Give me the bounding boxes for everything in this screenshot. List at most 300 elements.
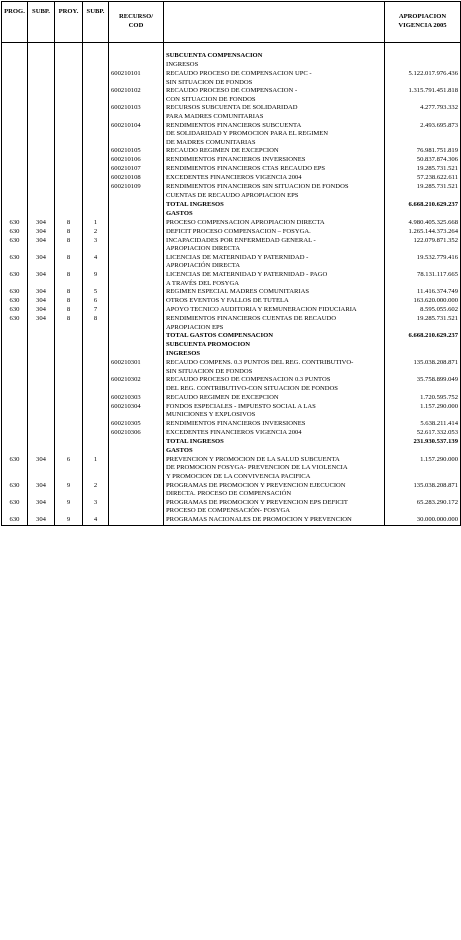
cell-prog	[2, 350, 28, 359]
cell-apropiacion-value: 6.668.210.629.237	[385, 332, 461, 341]
cell-subp-2	[83, 174, 109, 183]
description-line: PARA MADRES COMUNITARIAS	[166, 112, 264, 120]
cell-description	[164, 420, 385, 429]
cell-apropiacion-value: 163.620.000.000	[385, 297, 461, 306]
description-line: LICENCIAS DE MATERNIDAD Y PATERNIDAD -	[166, 253, 309, 261]
cell-subp-2: 4	[83, 254, 109, 271]
cell-recurso-cod: 600210109	[109, 183, 164, 200]
spacer-cell	[28, 43, 55, 53]
cell-proy	[55, 429, 83, 438]
cell-apropiacion-value: 52.617.332.053	[385, 429, 461, 438]
cell-apropiacion-value: 5.122.017.976.436	[385, 70, 461, 87]
table-row	[2, 376, 461, 393]
cell-recurso-cod	[109, 499, 164, 516]
table-row	[2, 61, 461, 70]
cell-prog	[2, 104, 28, 121]
cell-subp	[28, 376, 55, 393]
spacer-cell	[385, 43, 461, 53]
description-line: RECAUDO PROCESO DE COMPENSACION UPC -	[166, 70, 312, 77]
cell-subp: 304	[28, 482, 55, 499]
cell-subp-2	[83, 70, 109, 87]
description-line: Y PROMOCION DE LA CONVIVENCIA PACIFICA	[166, 473, 311, 481]
description-line: APROPIACION EPS	[166, 323, 224, 331]
cell-description	[164, 156, 385, 165]
cell-description	[164, 70, 385, 87]
cell-apropiacion-value: 30.000.000.000	[385, 516, 461, 526]
cell-apropiacion-value: 50.837.874.306	[385, 156, 461, 165]
cell-apropiacion-value: 78.131.117.665	[385, 271, 461, 288]
table-row	[2, 499, 461, 516]
cell-recurso-cod: 600210305	[109, 420, 164, 429]
cell-proy	[55, 201, 83, 210]
cell-subp	[28, 87, 55, 104]
description-line: RENDIMIENTOS FINANCIEROS INVERSIONES	[166, 156, 306, 164]
cell-apropiacion-value: 57.238.622.611	[385, 174, 461, 183]
cell-prog	[2, 376, 28, 393]
cell-recurso-cod	[109, 438, 164, 447]
cell-subp: 304	[28, 297, 55, 306]
cell-apropiacion-value: 2.493.695.873	[385, 122, 461, 148]
cell-prog	[2, 165, 28, 174]
cell-recurso-cod	[109, 61, 164, 70]
description-line: LICENCIAS DE MATERNIDAD Y PATERNIDAD - PAGO	[166, 270, 328, 278]
cell-description	[164, 297, 385, 306]
cell-recurso-cod	[109, 516, 164, 526]
cell-subp	[28, 429, 55, 438]
cell-subp: 304	[28, 271, 55, 288]
cell-subp: 304	[28, 315, 55, 332]
cell-subp-2	[83, 447, 109, 456]
cell-recurso-cod	[109, 52, 164, 61]
cell-subp	[28, 350, 55, 359]
cell-description	[164, 201, 385, 210]
cell-apropiacion-value: 65.283.290.172	[385, 499, 461, 516]
description-line: RECURSOS SUBCUENTA DE SOLIDARIDAD	[166, 104, 298, 112]
cell-description	[164, 237, 385, 254]
cell-subp	[28, 122, 55, 148]
cell-proy	[55, 341, 83, 350]
cell-apropiacion-value: 19.532.779.416	[385, 254, 461, 271]
cell-subp-2	[83, 420, 109, 429]
cell-description	[164, 219, 385, 228]
description-line: DE PROMOCION FOSYGA- PREVENCION DE LA VIOLENCIA	[166, 464, 348, 472]
description-line: APROPIACION DIRECTA	[166, 245, 241, 253]
description-line: INGRESOS	[166, 350, 201, 358]
cell-prog	[2, 394, 28, 403]
cell-proy	[55, 122, 83, 148]
cell-prog: 630	[2, 482, 28, 499]
cell-prog	[2, 174, 28, 183]
cell-description	[164, 210, 385, 219]
spacer-row	[2, 43, 461, 53]
table-row	[2, 447, 461, 456]
cell-proy: 9	[55, 482, 83, 499]
cell-subp-2	[83, 147, 109, 156]
cell-proy	[55, 376, 83, 393]
cell-apropiacion-value: 35.758.899.049	[385, 376, 461, 393]
cell-recurso-cod	[109, 350, 164, 359]
cell-description	[164, 271, 385, 288]
cell-apropiacion-value: 1.720.595.752	[385, 394, 461, 403]
header-apropiacion	[385, 2, 461, 43]
description-line: PROCESO DE COMPENSACIÓN- FOSYGA	[166, 507, 291, 515]
cell-subp: 304	[28, 306, 55, 315]
cell-subp-2: 9	[83, 271, 109, 288]
cell-proy: 8	[55, 228, 83, 237]
cell-subp-2: 2	[83, 482, 109, 499]
cell-prog	[2, 210, 28, 219]
header-subp-2: SUBP.	[83, 2, 109, 43]
cell-apropiacion-value	[385, 447, 461, 456]
cell-description	[164, 147, 385, 156]
cell-proy: 8	[55, 254, 83, 271]
description-line: RENDIMIENTOS FINANCIEROS SUBCUENTA	[166, 121, 302, 129]
cell-apropiacion-value: 1.157.290.000	[385, 456, 461, 482]
description-line: EXCEDENTES FINANCIEROS VIGENCIA 2004	[166, 428, 302, 436]
cell-recurso-cod: 600210105	[109, 147, 164, 156]
description-line: TOTAL INGRESOS	[166, 437, 224, 445]
description-line: INGRESOS	[166, 61, 199, 68]
cell-recurso-cod: 600210103	[109, 104, 164, 121]
cell-prog	[2, 70, 28, 87]
header-row	[2, 2, 461, 43]
cell-description	[164, 315, 385, 332]
cell-proy	[55, 420, 83, 429]
spacer-cell	[55, 43, 83, 53]
cell-description	[164, 288, 385, 297]
cell-proy: 8	[55, 315, 83, 332]
budget-table	[1, 1, 461, 526]
cell-recurso-cod: 600210107	[109, 165, 164, 174]
cell-prog: 630	[2, 297, 28, 306]
description-line: RECAUDO PROCESO DE COMPENSACION 0.3 PUNTOS	[166, 376, 331, 384]
cell-recurso-cod	[109, 447, 164, 456]
description-line: APROPIACIÓN DIRECTA	[166, 262, 241, 270]
cell-apropiacion-value: 122.079.871.352	[385, 237, 461, 254]
table-row	[2, 332, 461, 341]
cell-subp-2: 8	[83, 315, 109, 332]
cell-subp	[28, 104, 55, 121]
cell-recurso-cod: 600210108	[109, 174, 164, 183]
description-line: DE SOLIDARIDAD Y PROMOCION PARA EL REGIMEN	[166, 130, 329, 138]
cell-description	[164, 359, 385, 376]
cell-recurso-cod: 600210106	[109, 156, 164, 165]
cell-proy	[55, 156, 83, 165]
cell-proy	[55, 350, 83, 359]
spacer-cell	[164, 43, 385, 53]
cell-recurso-cod: 600210302	[109, 376, 164, 393]
cell-recurso-cod	[109, 306, 164, 315]
description-line: REGIMEN ESPECIAL MADRES COMUNITARIAS	[166, 288, 310, 296]
cell-subp-2: 1	[83, 456, 109, 482]
description-line: SIN SITUACION DE FONDOS	[166, 78, 253, 86]
cell-subp-2	[83, 341, 109, 350]
cell-proy	[55, 165, 83, 174]
cell-proy	[55, 104, 83, 121]
description-line: GASTOS	[166, 446, 193, 454]
cell-recurso-cod	[109, 456, 164, 482]
table-row	[2, 315, 461, 332]
cell-recurso-cod	[109, 201, 164, 210]
cell-proy	[55, 438, 83, 447]
cell-description	[164, 350, 385, 359]
cell-apropiacion-value	[385, 52, 461, 61]
cell-prog: 630	[2, 288, 28, 297]
cell-description	[164, 122, 385, 148]
cell-description	[164, 254, 385, 271]
table-row	[2, 87, 461, 104]
cell-apropiacion-value	[385, 341, 461, 350]
cell-recurso-cod: 600210304	[109, 403, 164, 420]
cell-apropiacion-value: 11.416.374.749	[385, 288, 461, 297]
cell-apropiacion-value: 135.038.208.871	[385, 482, 461, 499]
description-line: GASTOS	[166, 209, 193, 217]
cell-recurso-cod	[109, 271, 164, 288]
cell-description	[164, 429, 385, 438]
cell-subp	[28, 174, 55, 183]
cell-subp-2	[83, 376, 109, 393]
cell-proy: 9	[55, 516, 83, 526]
cell-prog	[2, 438, 28, 447]
cell-proy	[55, 87, 83, 104]
cell-subp-2: 1	[83, 219, 109, 228]
cell-prog	[2, 147, 28, 156]
cell-subp	[28, 447, 55, 456]
description-line: CON SITUACION DE FONDOS	[166, 95, 256, 103]
cell-subp	[28, 52, 55, 61]
cell-proy	[55, 61, 83, 70]
cell-apropiacion-value: 4.980.405.325.668	[385, 219, 461, 228]
cell-prog: 630	[2, 516, 28, 526]
cell-prog	[2, 429, 28, 438]
cell-subp: 304	[28, 288, 55, 297]
cell-apropiacion-value: 4.277.793.332	[385, 104, 461, 121]
cell-subp	[28, 403, 55, 420]
cell-subp	[28, 394, 55, 403]
header-recurso: RECURSO/	[118, 13, 154, 21]
description-line: RECAUDO REGIMEN DE EXCEPCION	[166, 147, 279, 155]
cell-prog	[2, 332, 28, 341]
cell-proy	[55, 359, 83, 376]
cell-subp	[28, 359, 55, 376]
cell-description	[164, 376, 385, 393]
cell-description	[164, 499, 385, 516]
description-line: SUBCUENTA COMPENSACION	[166, 52, 263, 59]
cell-subp-2	[83, 122, 109, 148]
cell-subp-2	[83, 201, 109, 210]
table-row	[2, 104, 461, 121]
table-row	[2, 174, 461, 183]
cell-prog: 630	[2, 271, 28, 288]
cell-description	[164, 87, 385, 104]
cell-proy	[55, 183, 83, 200]
table-row	[2, 516, 461, 526]
table-row	[2, 288, 461, 297]
description-line: OTROS EVENTOS Y FALLOS DE TUTELA	[166, 297, 289, 305]
cell-subp-2	[83, 183, 109, 200]
cell-subp: 304	[28, 499, 55, 516]
cell-subp-2	[83, 87, 109, 104]
cell-description	[164, 104, 385, 121]
cell-subp	[28, 165, 55, 174]
cell-proy	[55, 174, 83, 183]
cell-prog	[2, 359, 28, 376]
cell-apropiacion-value: 6.668.210.629.237	[385, 201, 461, 210]
description-line: DEFICIT PROCESO COMPENSACION – FOSYGA.	[166, 227, 311, 235]
description-line: RECAUDO PROCESO DE COMPENSACION -	[166, 87, 298, 95]
description-line: PREVENCION Y PROMOCION DE LA SALUD SUBCUENTA	[166, 455, 340, 463]
description-line: SUBCUENTA PROMOCION	[166, 341, 250, 349]
description-line: PROGRAMAS NACIONALES DE PROMOCION Y PREVENCION	[166, 516, 352, 523]
cell-apropiacion-value: 135.038.208.871	[385, 359, 461, 376]
cell-apropiacion-value: 19.285.731.521	[385, 165, 461, 174]
cell-subp-2	[83, 332, 109, 341]
cell-proy: 8	[55, 271, 83, 288]
cell-proy: 8	[55, 297, 83, 306]
cell-recurso-cod	[109, 297, 164, 306]
cell-description	[164, 52, 385, 61]
cell-recurso-cod: 600210104	[109, 122, 164, 148]
description-line: EXCEDENTES FINANCIEROS VIGENCIA 2004	[166, 174, 302, 182]
cell-subp	[28, 147, 55, 156]
cell-prog: 630	[2, 306, 28, 315]
table-row	[2, 52, 461, 61]
cell-prog	[2, 87, 28, 104]
cell-apropiacion-value: 1.157.290.000	[385, 403, 461, 420]
cell-apropiacion-value	[385, 61, 461, 70]
description-line: DIRECTA. PROCESO DE COMPENSACIÓN	[166, 490, 292, 498]
cell-description	[164, 394, 385, 403]
table-body	[2, 43, 461, 526]
cell-proy: 8	[55, 288, 83, 297]
cell-subp	[28, 438, 55, 447]
cell-proy	[55, 332, 83, 341]
description-line: A TRAVÉS DEL FOSYGA	[166, 279, 239, 287]
cell-prog	[2, 52, 28, 61]
cell-description	[164, 456, 385, 482]
cell-description	[164, 174, 385, 183]
header-description	[164, 2, 385, 43]
header-subp: SUBP.	[28, 2, 55, 43]
cell-description	[164, 482, 385, 499]
cell-recurso-cod: 600210306	[109, 429, 164, 438]
table-row	[2, 228, 461, 237]
cell-prog	[2, 201, 28, 210]
cell-apropiacion-value: 231.930.537.139	[385, 438, 461, 447]
cell-subp-2	[83, 104, 109, 121]
header-recurso-cod	[109, 2, 164, 43]
description-line: MUNICIONES Y EXPLOSIVOS	[166, 411, 256, 419]
cell-subp-2: 6	[83, 297, 109, 306]
cell-proy	[55, 403, 83, 420]
cell-subp-2	[83, 61, 109, 70]
cell-description	[164, 438, 385, 447]
cell-subp-2	[83, 403, 109, 420]
cell-recurso-cod	[109, 228, 164, 237]
cell-subp	[28, 70, 55, 87]
cell-proy: 8	[55, 237, 83, 254]
table-row	[2, 456, 461, 482]
cell-proy	[55, 394, 83, 403]
header-vigencia-label: VIGENCIA 2005	[398, 22, 447, 29]
cell-prog	[2, 403, 28, 420]
cell-subp-2: 3	[83, 499, 109, 516]
table-row	[2, 297, 461, 306]
cell-subp: 304	[28, 456, 55, 482]
cell-proy: 8	[55, 219, 83, 228]
cell-recurso-cod	[109, 482, 164, 499]
description-line: TOTAL GASTOS COMPENSACION	[166, 332, 273, 340]
cell-proy: 9	[55, 499, 83, 516]
cell-recurso-cod	[109, 210, 164, 219]
cell-description	[164, 228, 385, 237]
cell-subp-2	[83, 156, 109, 165]
header-apropiacion-label: APROPIACION	[398, 13, 447, 21]
cell-prog	[2, 447, 28, 456]
table-row	[2, 254, 461, 271]
cell-subp-2	[83, 165, 109, 174]
cell-subp	[28, 156, 55, 165]
cell-apropiacion-value: 1.265.144.373.264	[385, 228, 461, 237]
table-row	[2, 403, 461, 420]
cell-recurso-cod: 600210303	[109, 394, 164, 403]
cell-subp: 304	[28, 237, 55, 254]
cell-recurso-cod	[109, 332, 164, 341]
cell-subp	[28, 183, 55, 200]
cell-subp-2	[83, 359, 109, 376]
cell-description	[164, 61, 385, 70]
description-line: APOYO TECNICO AUDITORIA Y REMUNERACION FIDUCIARIA	[166, 306, 357, 314]
cell-subp-2	[83, 52, 109, 61]
cell-subp	[28, 332, 55, 341]
cell-subp-2: 3	[83, 237, 109, 254]
cell-description	[164, 403, 385, 420]
cell-prog: 630	[2, 315, 28, 332]
table-row	[2, 429, 461, 438]
header-cod: COD	[128, 22, 144, 29]
description-line: FONDOS ESPECIALES - IMPUESTO SOCIAL A LAS	[166, 402, 316, 410]
cell-subp-2	[83, 394, 109, 403]
cell-description	[164, 516, 385, 526]
cell-prog: 630	[2, 499, 28, 516]
table-row	[2, 306, 461, 315]
cell-subp: 304	[28, 219, 55, 228]
table-row	[2, 210, 461, 219]
cell-recurso-cod	[109, 288, 164, 297]
cell-prog: 630	[2, 228, 28, 237]
cell-subp-2	[83, 438, 109, 447]
description-line: SIN SITUACION DE FONDOS	[166, 367, 253, 375]
spacer-cell	[83, 43, 109, 53]
cell-apropiacion-value	[385, 210, 461, 219]
description-line: RECAUDO COMPENS. 0.3 PUNTOS DEL REG. CONTRIBUTIVO-	[166, 359, 354, 367]
cell-subp	[28, 210, 55, 219]
cell-description	[164, 447, 385, 456]
description-line: RENDIMIENTOS FINANCIEROS CTAS RECAUDO EPS	[166, 165, 326, 173]
header-proy: PROY.	[55, 2, 83, 43]
header-prog: PROG.	[2, 2, 28, 43]
description-line: DE MADRES COMUNITARIAS	[166, 138, 256, 146]
cell-prog	[2, 156, 28, 165]
table-row	[2, 219, 461, 228]
table-row	[2, 183, 461, 200]
description-line: TOTAL INGRESOS	[166, 200, 224, 208]
cell-recurso-cod	[109, 254, 164, 271]
cell-prog	[2, 61, 28, 70]
table-row	[2, 482, 461, 499]
cell-prog: 630	[2, 237, 28, 254]
cell-prog	[2, 183, 28, 200]
